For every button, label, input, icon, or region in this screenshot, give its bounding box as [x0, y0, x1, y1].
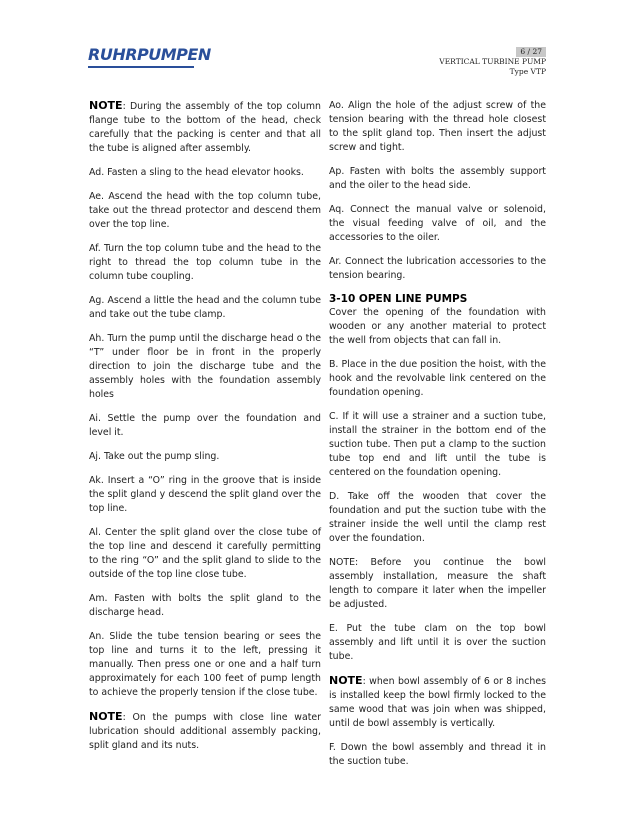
note-paragraph [89, 99, 321, 156]
step-ag: Ag. Ascend a little the head and the column tube and take out the tube clamp. [89, 295, 321, 320]
step-af: Af. Turn the top column tube and the head to the right to thread the top column tube in the column tube coupling. [89, 243, 321, 282]
section-title: 3-10 OPEN LINE PUMPS [329, 293, 468, 305]
step-aj: Aj. Take out the pump sling. [89, 451, 220, 462]
step-ar: Ar. Connect the lubrication accessories to the tension bearing. [329, 256, 546, 281]
step-al: Al. Center the split gland over the close tube of the top line and descend it carefully permitting to the ring “O” and the split gland to slide to the outside of the top line close tube. [89, 527, 321, 580]
section-intro: Cover the opening of the foundation with wooden or any another material to protect the well from objects that can fall in. [329, 307, 546, 346]
step-ad: Ad. Fasten a sling to the head elevator hooks. [89, 167, 304, 178]
note-paragraph-3 [329, 674, 546, 731]
pump-type: Type VTP [509, 67, 546, 76]
step-ae: Ae. Ascend the head with the top column tube, take out the thread protector and descend them over the top line. [89, 191, 321, 230]
step-ao: Ao. Align the hole of the adjust screw of the tension bearing with the thread hole closest to the split gland top. Then insert the adjust screw and tight. [329, 100, 546, 153]
step-ak: Ak. Insert a “O” ring in the groove that is inside the split gland y descend the split gland over the top line. [89, 475, 321, 514]
note-measure: NOTE: Before you continue the bowl assembly installation, measure the shaft length to compare it later when the impeller be adjusted. [329, 557, 546, 610]
note-text-3: : when bowl assembly of 6 or 8 inches is installed keep the bowl firmly locked to the same wood that was join when was shipped, until de bowl assembly is vertically. [329, 676, 546, 729]
note-label-3: NOTE [329, 674, 363, 687]
note-label-2: NOTE [89, 710, 123, 723]
company-logo [88, 45, 211, 68]
step-b: B. Place in the due position the hoist, with the hook and the revolvable link centered on the foundation opening. [329, 359, 546, 398]
step-ai: Ai. Settle the pump over the foundation and level it. [89, 413, 321, 438]
step-c: C. If it will use a strainer and a suction tube, install the strainer in the bottom end of the suction tube. Then put a clamp to the suction tube top end and lift until the tube is centered on the foundation opening. [329, 411, 546, 478]
note-text-2: : On the pumps with close line water lubrication should additional assembly packing, split gland and its nuts. [89, 712, 321, 751]
step-f: F. Down the bowl assembly and thread it in the suction tube. [329, 742, 546, 767]
section-open-line-pumps [329, 293, 546, 348]
step-ap: Ap. Fasten with bolts the assembly support and the oiler to the head side. [329, 166, 546, 191]
note-text: : During the assembly of the top column flange tube to the bottom of the head, check carefully that the packing is center and that all the tube is aligned after assembly. [89, 101, 321, 154]
document-header [439, 47, 546, 77]
step-am: Am. Fasten with bolts the split gland to the discharge head. [89, 593, 321, 618]
step-an: An. Slide the tube tension bearing or sees the top line and turns it to the left, pressing it manually. Then press one or one and a half turn approximately for each 100 feet of pump length to achieve the properly tension if the close tube. [89, 631, 321, 698]
note-label: NOTE [89, 99, 123, 112]
document-title: VERTICAL TURBINE PUMP [439, 57, 546, 66]
logo-text: RUHRPUMPEN [88, 45, 211, 64]
step-aq: Aq. Connect the manual valve or solenoid, the visual feeding valve of oil, and the accessories to the oiler. [329, 204, 546, 243]
page-number: 6 / 27 [516, 47, 546, 57]
left-column [89, 99, 321, 763]
note-paragraph-2 [89, 710, 321, 753]
step-e: E. Put the tube clam on the top bowl assembly and lift until it is over the suction tube. [329, 623, 546, 662]
logo-underline [88, 66, 194, 68]
step-d: D. Take off the wooden that cover the foundation and put the suction tube with the strainer inside the well until the clamp rest over the foundation. [329, 491, 546, 544]
step-ah: Ah. Turn the pump until the discharge head o the “T” under floor be in front in the properly direction to join the discharge tube and the assembly holes with the foundation assembly holes [89, 333, 321, 400]
right-column [329, 99, 546, 779]
